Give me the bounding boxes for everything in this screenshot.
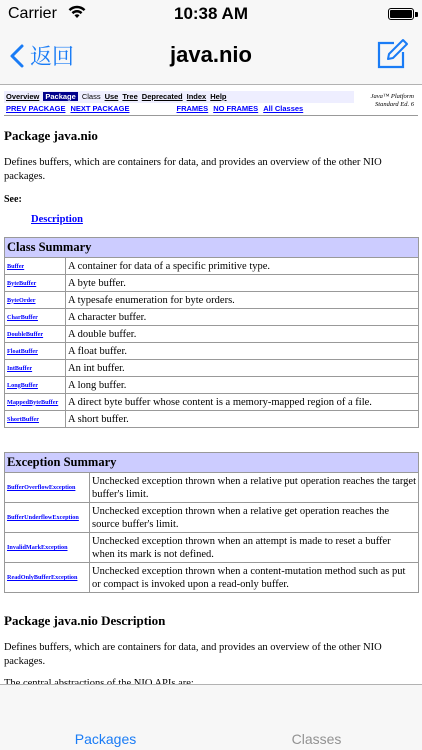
javadoc-sub-nav <box>6 104 406 114</box>
package-intro: Defines buffers, which are containers for data, and provides an overview of the other NIO packages. <box>4 157 382 182</box>
all-classes-link[interactable]: All Classes <box>263 104 304 113</box>
class-desc: A typesafe enumeration for byte orders. <box>66 292 419 309</box>
exception-desc: Unchecked exception thrown when a relative get operation reaches the source buffer's limit. <box>90 503 419 533</box>
class-summary-table <box>4 237 419 428</box>
status-bar <box>0 0 422 28</box>
see-label: See: <box>4 194 22 205</box>
class-link[interactable]: CharBuffer <box>5 309 66 326</box>
next-package-link[interactable]: NEXT PACKAGE <box>70 104 130 113</box>
class-link[interactable]: Buffer <box>5 258 66 275</box>
exception-desc: Unchecked exception thrown when an attempt is made to reset a buffer when its mark is not defined. <box>90 533 419 563</box>
class-desc: A float buffer. <box>66 343 419 360</box>
nav-link-index[interactable]: Index <box>186 92 207 101</box>
description-heading: Package java.nio Description <box>4 613 166 628</box>
class-link[interactable]: ShortBuffer <box>5 411 66 428</box>
table-row <box>5 275 419 292</box>
exception-link[interactable]: BufferOverflowException <box>5 473 90 503</box>
exception-link[interactable]: ReadOnlyBufferException <box>5 563 90 593</box>
table-row <box>5 473 419 503</box>
platform-line-1: Java™ Platform <box>370 93 414 100</box>
table-row <box>5 563 419 593</box>
table-row <box>5 258 419 275</box>
javadoc-navbar <box>4 91 418 116</box>
compose-icon <box>376 38 408 70</box>
back-button[interactable] <box>10 40 74 71</box>
table-row <box>5 533 419 563</box>
back-label: 返回 <box>30 44 75 69</box>
class-desc: A short buffer. <box>66 411 419 428</box>
nav-link-package: Package <box>45 92 76 101</box>
class-link[interactable]: ByteOrder <box>5 292 66 309</box>
carrier-label: Carrier <box>8 5 57 22</box>
description-link[interactable]: Description <box>31 214 83 225</box>
exception-desc: Unchecked exception thrown when a content-mutation method such as put or compact is invoked upon a read-only buffer. <box>90 563 419 593</box>
nav-link-overview[interactable]: Overview <box>6 92 40 101</box>
table-row <box>5 309 419 326</box>
nav-link-class: Class <box>81 92 101 101</box>
table-row <box>5 503 419 533</box>
class-summary-header: Class Summary <box>5 238 419 258</box>
nav-link-help[interactable]: Help <box>210 92 227 101</box>
class-link[interactable]: IntBuffer <box>5 360 66 377</box>
exception-summary-table <box>4 452 419 593</box>
chevron-left-icon <box>10 44 24 68</box>
table-row <box>5 411 419 428</box>
nav-link-use[interactable]: Use <box>104 92 119 101</box>
exception-link[interactable]: InvalidMarkException <box>5 533 90 563</box>
class-link[interactable]: ByteBuffer <box>5 275 66 292</box>
table-row <box>5 394 419 411</box>
frames-link[interactable]: FRAMES <box>176 104 209 113</box>
class-link[interactable]: MappedByteBuffer <box>5 394 66 411</box>
exception-summary-header: Exception Summary <box>5 453 419 473</box>
battery-icon <box>388 8 414 20</box>
document-view[interactable] <box>0 85 422 685</box>
clock: 10:38 AM <box>173 4 248 23</box>
class-link[interactable]: FloatBuffer <box>5 343 66 360</box>
table-row <box>5 360 419 377</box>
table-row <box>5 326 419 343</box>
class-link[interactable]: DoubleBuffer <box>5 326 66 343</box>
javadoc-nav-row <box>4 91 354 103</box>
table-row <box>5 377 419 394</box>
table-row <box>5 343 419 360</box>
class-desc: A character buffer. <box>66 309 419 326</box>
platform-line-2: Standard Ed. 6 <box>375 101 414 108</box>
no-frames-link[interactable]: NO FRAMES <box>213 104 259 113</box>
tab-packages[interactable]: Packages <box>74 731 137 747</box>
nav-link-tree[interactable]: Tree <box>122 92 138 101</box>
page-title: java.nio <box>170 42 252 67</box>
class-desc: An int buffer. <box>66 360 419 377</box>
doc-body <box>0 128 422 710</box>
compose-button[interactable] <box>376 38 408 75</box>
navigation-bar <box>0 28 422 85</box>
package-heading: Package java.nio <box>4 128 98 143</box>
class-desc: A byte buffer. <box>66 275 419 292</box>
exception-desc: Unchecked exception thrown when a relative put operation reaches the target buffer's limit. <box>90 473 419 503</box>
class-desc: A long buffer. <box>66 377 419 394</box>
class-desc: A double buffer. <box>66 326 419 343</box>
class-desc: A container for data of a specific primitive type. <box>66 258 419 275</box>
description-para-1: Defines buffers, which are containers for data, and provides an overview of the other NIO packages. <box>4 642 382 667</box>
exception-link[interactable]: BufferUnderflowException <box>5 503 90 533</box>
table-row <box>5 292 419 309</box>
nav-link-deprecated[interactable]: Deprecated <box>141 92 183 101</box>
prev-package-link[interactable]: PREV PACKAGE <box>6 104 66 113</box>
class-link[interactable]: LongBuffer <box>5 377 66 394</box>
tab-bar <box>0 684 422 750</box>
class-desc: A direct byte buffer whose content is a memory-mapped region of a file. <box>66 394 419 411</box>
tab-classes[interactable]: Classes <box>291 731 342 747</box>
